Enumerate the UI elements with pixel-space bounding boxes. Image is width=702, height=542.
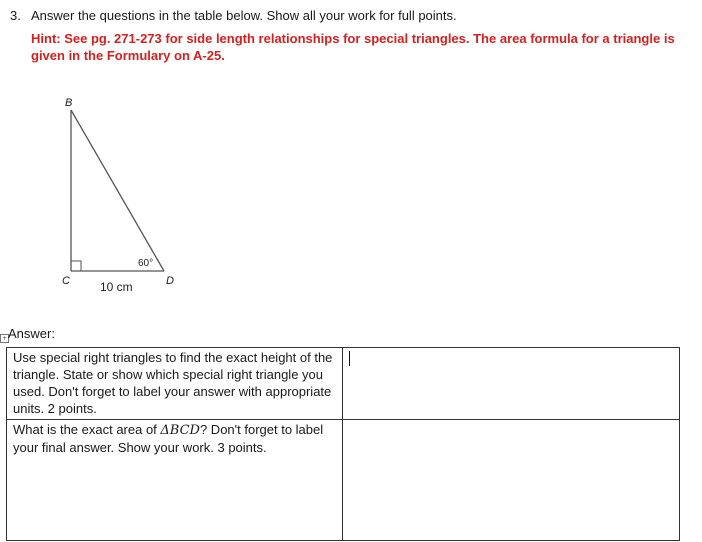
triangle-symbol-text: ΔBCD xyxy=(160,423,200,438)
question-number: 3. xyxy=(10,8,21,23)
angle-label: 60° xyxy=(138,258,154,269)
question-text: Answer the questions in the table below. Show all your work for full points. xyxy=(31,8,457,23)
table-move-handle[interactable]: + xyxy=(1,335,8,342)
vertex-b-label: B xyxy=(65,97,73,109)
base-length-label: 10 cm xyxy=(100,280,133,294)
question-area-text-after: ? Don't forget to label your final answer. Show your work. 3 points. xyxy=(13,422,324,455)
triangle-figure xyxy=(40,86,190,306)
right-angle-marker xyxy=(71,261,81,271)
answer-cell-area[interactable] xyxy=(343,420,680,541)
question-cell-area xyxy=(7,420,343,541)
question-height-text: Use special right triangles to find the exact height of the triangle. State or show which special right triangle you used. Don't forget to label your answer with appropriate units. 2 points. xyxy=(13,350,333,416)
answer-label: Answer: xyxy=(8,326,55,341)
answer-cell-height[interactable] xyxy=(343,348,680,420)
table-row xyxy=(7,420,680,541)
triangle-side-bd xyxy=(71,110,164,271)
text-cursor xyxy=(349,351,350,366)
question-cell-height xyxy=(7,348,343,420)
hint-text: Hint: See pg. 271-273 for side length relationships for special triangles. The area formula for a triangle is given in the Formulary on A-25. xyxy=(31,31,675,63)
answer-table xyxy=(6,347,680,541)
table-row xyxy=(7,348,680,420)
question-area-text-before: What is the exact area of xyxy=(13,422,161,437)
vertex-c-label: C xyxy=(62,275,70,287)
vertex-d-label: D xyxy=(166,275,174,287)
